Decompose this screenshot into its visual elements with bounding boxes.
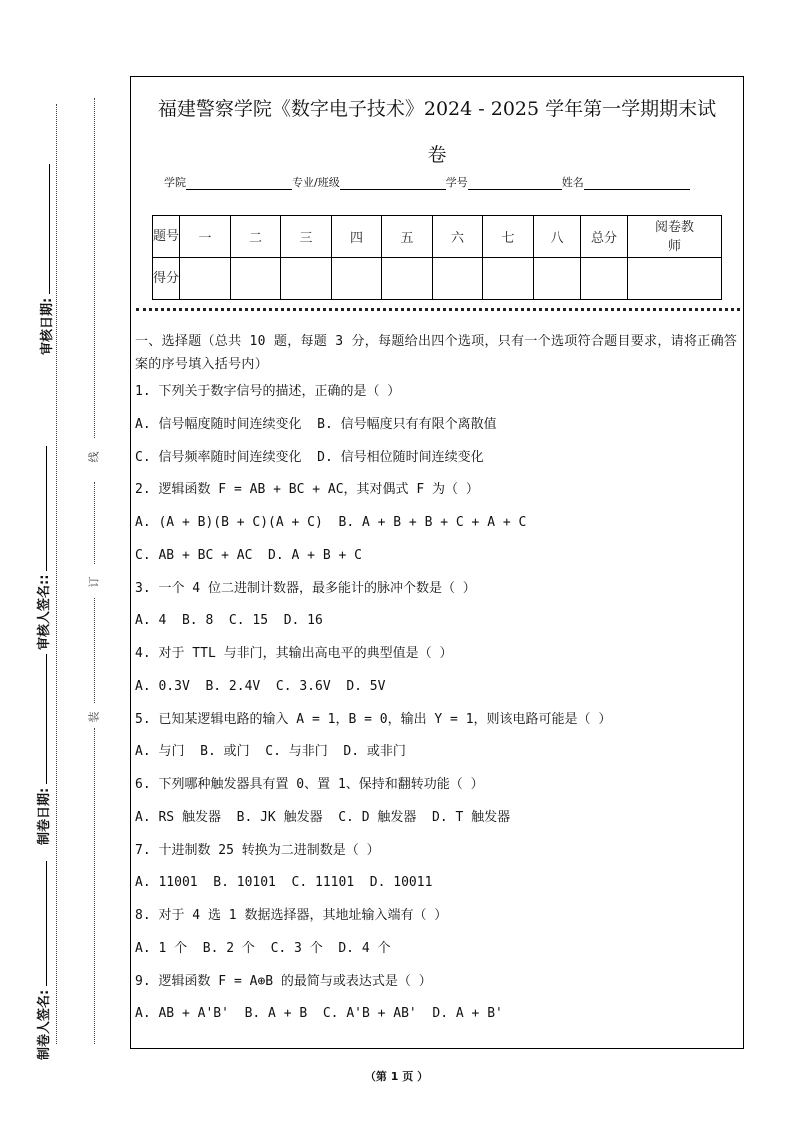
- score-cell[interactable]: [281, 258, 332, 300]
- student-id-label: 学号: [445, 176, 468, 189]
- preparer-signature-blank[interactable]: [37, 861, 47, 986]
- binding-dotted-line-1: [94, 98, 95, 438]
- section-1-intro: 一、选择题（总共 10 题，每题 3 分，每题给出四个选项，只有一个选项符合题目要求，请将正确答案的序号填入括号内）: [135, 334, 738, 372]
- answer-options: A. AB + A'B' B. A + B C. A'B + AB' D. A + B': [135, 1006, 503, 1022]
- col-header: 一: [180, 216, 231, 258]
- score-cell[interactable]: [382, 258, 433, 300]
- exam-title-line1: 福建警察学院《数字电子技术》2024 - 2025 学年第一学期期末试: [157, 98, 717, 120]
- question-stem: 5. 已知某逻辑电路的输入 A = 1，B = 0，输出 Y = 1，则该电路可能是（ ）: [135, 711, 612, 727]
- score-table: [152, 215, 722, 300]
- score-label: 得分: [153, 258, 180, 300]
- exam-title-line2: 卷: [427, 144, 447, 166]
- question-no-label: 题号: [153, 216, 180, 258]
- question-stem: 4. 对于 TTL 与非门，其输出高电平的典型值是（ ）: [135, 646, 453, 661]
- reviewer-signature-blank[interactable]: [37, 446, 47, 571]
- grader-cell[interactable]: [628, 258, 722, 300]
- binding-dotted-line-3: [94, 598, 95, 703]
- major-label: 专业/班级: [292, 176, 340, 189]
- score-cell[interactable]: [581, 258, 628, 300]
- left-dotted-line: [56, 104, 57, 1044]
- col-header: 四: [332, 216, 382, 258]
- question-stem: 3. 一个 4 位二进制计数器，最多能计的脉冲个数是（ ）: [135, 580, 476, 596]
- col-header: 七: [483, 216, 534, 258]
- preparer-signature-field[interactable]: [32, 840, 52, 1060]
- exam-title: [130, 86, 744, 178]
- answer-options: A. 0.3V B. 2.4V C. 3.6V D. 5V: [135, 678, 386, 694]
- question-stem: 7. 十进制数 25 转换为二进制数是（ ）: [135, 842, 380, 858]
- college-label: 学院: [164, 176, 186, 189]
- page-number: （第 1 页 ）: [364, 1070, 429, 1083]
- col-header: 三: [281, 216, 332, 258]
- section-separator: [136, 308, 740, 311]
- question-stem: 1. 下列关于数字信号的描述，正确的是（ ）: [135, 384, 401, 399]
- prep-date-blank[interactable]: [37, 654, 47, 784]
- name-label: 姓名: [561, 176, 584, 189]
- score-cell[interactable]: [180, 258, 231, 300]
- prep-date-label: 制卷日期:: [36, 787, 52, 845]
- bind-word-fold: 装: [87, 711, 101, 723]
- question-stem: 6. 下列哪种触发器具有置 0、置 1、保持和翻转功能（ ）: [135, 777, 484, 792]
- score-cell[interactable]: [332, 258, 382, 300]
- question-stem: 2. 逻辑函数 F = AB + BC + AC，其对偶式 F 为（ ）: [135, 482, 479, 498]
- score-cell[interactable]: [534, 258, 581, 300]
- score-table-score-row: [153, 258, 722, 300]
- answer-options: A. 1 个 B. 2 个 C. 3 个 D. 4 个: [135, 940, 391, 956]
- answer-options: A. (A + B)(B + C)(A + C) B. A + B + B + C + A + C: [135, 515, 527, 530]
- answer-options: A. RS 触发器 B. JK 触发器 C. D 触发器 D. T 触发器: [135, 809, 511, 825]
- bind-word-line: 线: [87, 451, 101, 463]
- review-date-label: 审核日期:: [39, 297, 55, 355]
- col-header: 二: [231, 216, 281, 258]
- answer-options: C. 信号频率随时间连续变化 D. 信号相位随时间连续变化: [135, 449, 484, 465]
- answer-options: C. AB + BC + AC D. A + B + C: [135, 547, 362, 563]
- score-table-header-row: [153, 216, 722, 258]
- college-blank[interactable]: [186, 177, 292, 190]
- score-cell[interactable]: [483, 258, 534, 300]
- answer-options: A. 11001 B. 10101 C. 11101 D. 10011: [135, 875, 433, 891]
- review-date-field[interactable]: [35, 155, 55, 355]
- reviewer-signature-label: 审核人签名::: [36, 574, 52, 650]
- score-cell[interactable]: [433, 258, 483, 300]
- review-date-blank[interactable]: [40, 164, 50, 294]
- preparer-signature-label: 制卷人签名:: [36, 989, 52, 1060]
- section-1: [135, 330, 740, 1039]
- answer-options: A. 信号幅度随时间连续变化 B. 信号幅度只有有限个离散值: [135, 416, 497, 432]
- col-header: 五: [382, 216, 433, 258]
- student-info-row: [164, 174, 690, 190]
- student-id-blank[interactable]: [468, 177, 562, 190]
- answer-options: A. 与门 B. 或门 C. 与非门 D. 或非门: [135, 744, 406, 760]
- major-blank[interactable]: [340, 177, 446, 190]
- bind-word-staple: 订: [87, 576, 101, 588]
- prep-date-field[interactable]: [32, 645, 52, 845]
- col-header: 总分: [581, 216, 628, 258]
- question-stem: 8. 对于 4 选 1 数据选择器，其地址输入端有（ ）: [135, 908, 448, 923]
- binding-dotted-line-4: [94, 728, 95, 1044]
- question-stem: 9. 逻辑函数 F = A⊕B 的最简与或表达式是（ ）: [135, 973, 432, 989]
- score-cell[interactable]: [231, 258, 281, 300]
- col-header: 六: [433, 216, 483, 258]
- answer-options: A. 4 B. 8 C. 15 D. 16: [135, 613, 323, 629]
- question-list: [135, 384, 740, 1039]
- grader-label: 阅卷教师: [628, 216, 722, 258]
- binding-dotted-line-2: [94, 482, 95, 564]
- col-header: 八: [534, 216, 581, 258]
- name-blank[interactable]: [584, 177, 690, 190]
- reviewer-signature-field[interactable]: [32, 430, 52, 650]
